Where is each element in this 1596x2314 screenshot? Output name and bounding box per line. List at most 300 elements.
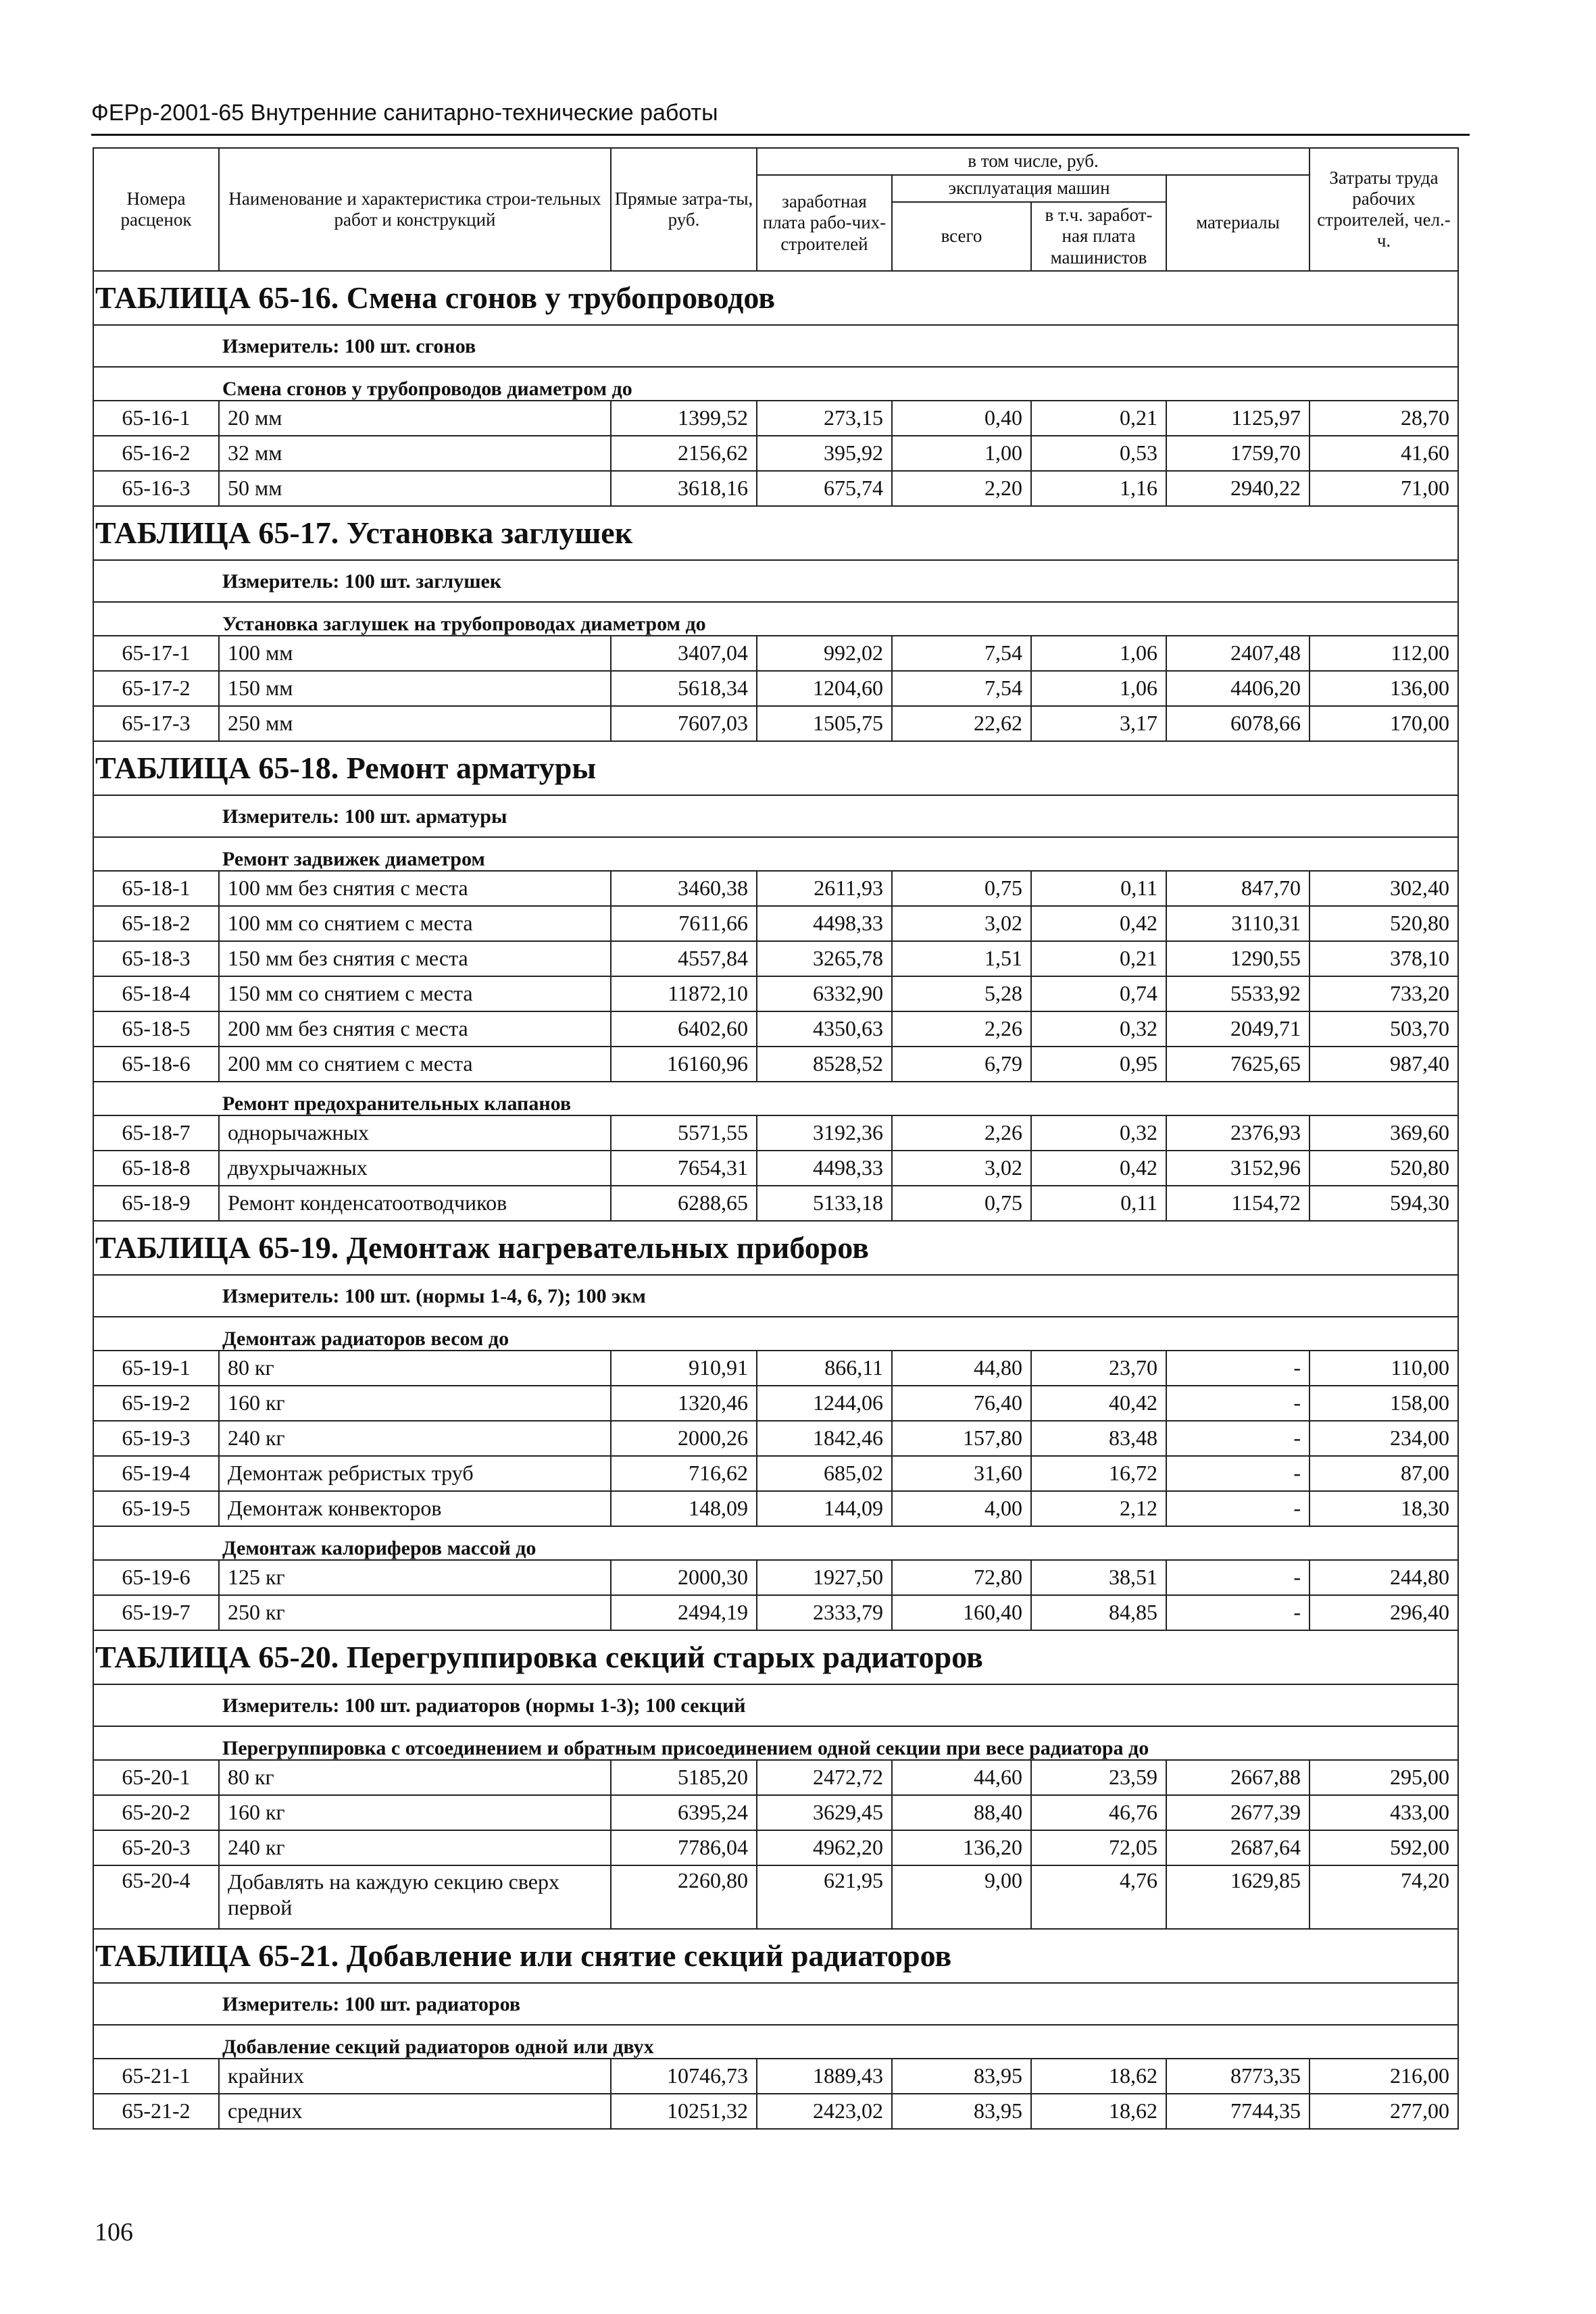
group-heading: Ремонт предохранительных клапанов [93, 1082, 1458, 1115]
machines-total: 160,40 [892, 1595, 1031, 1630]
rate-code: 65-19-7 [93, 1595, 219, 1630]
labor-hours: 369,60 [1310, 1115, 1458, 1151]
group-heading-row [93, 1082, 1458, 1115]
machinists-wages: 18,62 [1031, 2094, 1166, 2129]
measure-unit: Измеритель: 100 шт. заглушек [93, 560, 1458, 602]
table-row [93, 941, 1458, 976]
work-name: однорычажных [219, 1115, 611, 1151]
work-name: Демонтаж конвекторов [219, 1491, 611, 1526]
machines-total: 2,26 [892, 1115, 1031, 1151]
materials-cost: 5533,92 [1166, 976, 1310, 1011]
work-name: Добавлять на каждую секцию сверх первой [219, 1865, 611, 1929]
direct-costs: 1399,52 [611, 401, 757, 436]
machines-total: 0,75 [892, 871, 1031, 906]
table-row [93, 401, 1458, 436]
direct-costs: 2260,80 [611, 1865, 757, 1929]
machinists-wages: 46,76 [1031, 1795, 1166, 1830]
col-header-direct: Прямые затра-ты, руб. [611, 148, 757, 271]
materials-cost: 7744,35 [1166, 2094, 1310, 2129]
table-row [93, 1151, 1458, 1186]
table-row [93, 1795, 1458, 1830]
machines-total: 22,62 [892, 706, 1031, 741]
materials-cost: 1629,85 [1166, 1865, 1310, 1929]
machinists-wages: 72,05 [1031, 1830, 1166, 1865]
workers-wages: 2611,93 [757, 871, 892, 906]
machines-total: 157,80 [892, 1421, 1031, 1456]
machines-total: 83,95 [892, 2094, 1031, 2129]
direct-costs: 3460,38 [611, 871, 757, 906]
workers-wages: 992,02 [757, 636, 892, 671]
table-title-row [93, 1221, 1458, 1275]
labor-hours: 520,80 [1310, 906, 1458, 941]
col-header-machines: эксплуатация машин [892, 175, 1166, 202]
machines-total: 2,20 [892, 471, 1031, 506]
labor-hours: 520,80 [1310, 1151, 1458, 1186]
work-name: 50 мм [219, 471, 611, 506]
table-row [93, 471, 1458, 506]
rates-table [93, 147, 1459, 2130]
table-row [93, 1595, 1458, 1630]
labor-hours: 112,00 [1310, 636, 1458, 671]
workers-wages: 1204,60 [757, 671, 892, 706]
group-heading: Ремонт задвижек диаметром [93, 837, 1458, 871]
group-heading-row [93, 837, 1458, 871]
direct-costs: 2000,30 [611, 1560, 757, 1595]
labor-hours: 87,00 [1310, 1456, 1458, 1491]
rate-code: 65-21-1 [93, 2059, 219, 2094]
machinists-wages: 1,16 [1031, 471, 1166, 506]
direct-costs: 2494,19 [611, 1595, 757, 1630]
machinists-wages: 0,42 [1031, 906, 1166, 941]
machinists-wages: 0,95 [1031, 1047, 1166, 1082]
rate-code: 65-18-7 [93, 1115, 219, 1151]
machines-total: 44,60 [892, 1760, 1031, 1795]
group-heading: Перегруппировка с отсоединением и обратным присоединением одной секции при весе радиатора до [93, 1726, 1458, 1760]
table-title: ТАБЛИЦА 65-17. Установка заглушек [93, 506, 1458, 560]
table-row [93, 2094, 1458, 2129]
machinists-wages: 3,17 [1031, 706, 1166, 741]
labor-hours: 18,30 [1310, 1491, 1458, 1526]
direct-costs: 2156,62 [611, 436, 757, 471]
materials-cost: 847,70 [1166, 871, 1310, 906]
labor-hours: 244,80 [1310, 1560, 1458, 1595]
direct-costs: 16160,96 [611, 1047, 757, 1082]
page-number: 106 [95, 2218, 133, 2246]
work-name: Демонтаж ребристых труб [219, 1456, 611, 1491]
direct-costs: 10251,32 [611, 2094, 757, 2129]
work-name: двухрычажных [219, 1151, 611, 1186]
labor-hours: 433,00 [1310, 1795, 1458, 1830]
running-head: ФЕРр-2001-65 Внутренние санитарно-технические работы [91, 100, 718, 126]
labor-hours: 296,40 [1310, 1595, 1458, 1630]
work-name: 200 мм со снятием с места [219, 1047, 611, 1082]
direct-costs: 11872,10 [611, 976, 757, 1011]
rate-code: 65-16-3 [93, 471, 219, 506]
table-title: ТАБЛИЦА 65-18. Ремонт арматуры [93, 741, 1458, 795]
table-row [93, 1560, 1458, 1595]
rate-code: 65-18-1 [93, 871, 219, 906]
table-row [93, 976, 1458, 1011]
direct-costs: 2000,26 [611, 1421, 757, 1456]
materials-cost: 3152,96 [1166, 1151, 1310, 1186]
machines-total: 136,20 [892, 1830, 1031, 1865]
materials-cost: 6078,66 [1166, 706, 1310, 741]
machines-total: 5,28 [892, 976, 1031, 1011]
table-row [93, 1386, 1458, 1421]
rate-code: 65-21-2 [93, 2094, 219, 2129]
workers-wages: 4498,33 [757, 906, 892, 941]
materials-cost: 2049,71 [1166, 1011, 1310, 1047]
table-title: ТАБЛИЦА 65-20. Перегруппировка секций старых радиаторов [93, 1630, 1458, 1684]
machines-total: 1,51 [892, 941, 1031, 976]
materials-cost: - [1166, 1560, 1310, 1595]
labor-hours: 41,60 [1310, 436, 1458, 471]
materials-cost: 1290,55 [1166, 941, 1310, 976]
materials-cost: - [1166, 1386, 1310, 1421]
materials-cost: 4406,20 [1166, 671, 1310, 706]
rate-code: 65-18-6 [93, 1047, 219, 1082]
work-name: 160 кг [219, 1795, 611, 1830]
col-header-code: Номера расценок [93, 148, 219, 271]
work-name: 20 мм [219, 401, 611, 436]
materials-cost: 2376,93 [1166, 1115, 1310, 1151]
workers-wages: 675,74 [757, 471, 892, 506]
machinists-wages: 0,21 [1031, 941, 1166, 976]
rate-code: 65-20-3 [93, 1830, 219, 1865]
col-header-materials: материалы [1166, 175, 1310, 271]
direct-costs: 6288,65 [611, 1186, 757, 1221]
labor-hours: 302,40 [1310, 871, 1458, 906]
group-heading-row [93, 1726, 1458, 1760]
col-header-machines-wages: в т.ч. заработ-ная плата машинистов [1031, 202, 1166, 271]
work-name: 200 мм без снятия с места [219, 1011, 611, 1047]
machinists-wages: 0,11 [1031, 871, 1166, 906]
work-name: 100 мм со снятием с места [219, 906, 611, 941]
machinists-wages: 18,62 [1031, 2059, 1166, 2094]
work-name: 250 кг [219, 1595, 611, 1630]
workers-wages: 144,09 [757, 1491, 892, 1526]
labor-hours: 594,30 [1310, 1186, 1458, 1221]
table-row [93, 1421, 1458, 1456]
group-heading-row [93, 1526, 1458, 1560]
machines-total: 7,54 [892, 636, 1031, 671]
machines-total: 88,40 [892, 1795, 1031, 1830]
rate-code: 65-16-1 [93, 401, 219, 436]
rate-code: 65-19-1 [93, 1351, 219, 1386]
table-title: ТАБЛИЦА 65-16. Смена сгонов у трубопроводов [93, 271, 1458, 325]
work-name: 150 мм [219, 671, 611, 706]
labor-hours: 110,00 [1310, 1351, 1458, 1386]
column-header-row-1 [93, 148, 1458, 175]
workers-wages: 3265,78 [757, 941, 892, 976]
labor-hours: 592,00 [1310, 1830, 1458, 1865]
direct-costs: 6395,24 [611, 1795, 757, 1830]
rate-code: 65-17-2 [93, 671, 219, 706]
direct-costs: 3407,04 [611, 636, 757, 671]
work-name: 32 мм [219, 436, 611, 471]
rate-code: 65-18-8 [93, 1151, 219, 1186]
table-title-row [93, 1630, 1458, 1684]
machines-total: 9,00 [892, 1865, 1031, 1929]
machinists-wages: 0,32 [1031, 1115, 1166, 1151]
machinists-wages: 84,85 [1031, 1595, 1166, 1630]
labor-hours: 733,20 [1310, 976, 1458, 1011]
materials-cost: - [1166, 1595, 1310, 1630]
direct-costs: 5185,20 [611, 1760, 757, 1795]
direct-costs: 10746,73 [611, 2059, 757, 2094]
rate-code: 65-20-2 [93, 1795, 219, 1830]
group-heading-row [93, 367, 1458, 401]
materials-cost: 1759,70 [1166, 436, 1310, 471]
rate-code: 65-18-2 [93, 906, 219, 941]
machinists-wages: 0,11 [1031, 1186, 1166, 1221]
labor-hours: 295,00 [1310, 1760, 1458, 1795]
work-name: средних [219, 2094, 611, 2129]
table-row [93, 906, 1458, 941]
workers-wages: 621,95 [757, 1865, 892, 1929]
table-row [93, 1047, 1458, 1082]
direct-costs: 3618,16 [611, 471, 757, 506]
measure-unit: Измеритель: 100 шт. радиаторов [93, 1983, 1458, 2025]
materials-cost: 2940,22 [1166, 471, 1310, 506]
table-row [93, 1491, 1458, 1526]
materials-cost: 3110,31 [1166, 906, 1310, 941]
rate-code: 65-17-1 [93, 636, 219, 671]
header-rule [91, 134, 1470, 136]
workers-wages: 395,92 [757, 436, 892, 471]
work-name: 100 мм без снятия с места [219, 871, 611, 906]
table-row [93, 1830, 1458, 1865]
direct-costs: 7786,04 [611, 1830, 757, 1865]
materials-cost: 7625,65 [1166, 1047, 1310, 1082]
work-name: 80 кг [219, 1760, 611, 1795]
table-row [93, 1186, 1458, 1221]
direct-costs: 7607,03 [611, 706, 757, 741]
machinists-wages: 0,53 [1031, 436, 1166, 471]
machines-total: 44,80 [892, 1351, 1031, 1386]
machinists-wages: 2,12 [1031, 1491, 1166, 1526]
rates-document [93, 147, 1457, 2130]
direct-costs: 148,09 [611, 1491, 757, 1526]
materials-cost: 1125,97 [1166, 401, 1310, 436]
labor-hours: 277,00 [1310, 2094, 1458, 2129]
direct-costs: 716,62 [611, 1456, 757, 1491]
machines-total: 83,95 [892, 2059, 1031, 2094]
rate-code: 65-18-9 [93, 1186, 219, 1221]
rate-code: 65-19-5 [93, 1491, 219, 1526]
table-title: ТАБЛИЦА 65-21. Добавление или снятие секций радиаторов [93, 1929, 1458, 1983]
materials-cost: - [1166, 1351, 1310, 1386]
table-row [93, 1011, 1458, 1047]
machinists-wages: 0,21 [1031, 401, 1166, 436]
measure-unit: Измеритель: 100 шт. сгонов [93, 325, 1458, 367]
group-heading-row [93, 602, 1458, 636]
rate-code: 65-19-4 [93, 1456, 219, 1491]
materials-cost: 2407,48 [1166, 636, 1310, 671]
workers-wages: 1842,46 [757, 1421, 892, 1456]
workers-wages: 1889,43 [757, 2059, 892, 2094]
workers-wages: 5133,18 [757, 1186, 892, 1221]
work-name: Ремонт конденсатоотводчиков [219, 1186, 611, 1221]
rate-code: 65-18-5 [93, 1011, 219, 1047]
rate-code: 65-17-3 [93, 706, 219, 741]
measure-row [93, 1684, 1458, 1726]
measure-unit: Измеритель: 100 шт. (нормы 1-4, 6, 7); 100 экм [93, 1275, 1458, 1317]
rate-code: 65-19-2 [93, 1386, 219, 1421]
labor-hours: 28,70 [1310, 401, 1458, 436]
machines-total: 0,40 [892, 401, 1031, 436]
group-heading-row [93, 1317, 1458, 1351]
table-row [93, 636, 1458, 671]
table-row [93, 1760, 1458, 1795]
workers-wages: 273,15 [757, 401, 892, 436]
workers-wages: 2423,02 [757, 2094, 892, 2129]
direct-costs: 5618,34 [611, 671, 757, 706]
workers-wages: 4498,33 [757, 1151, 892, 1186]
col-header-machines-total: всего [892, 202, 1031, 271]
labor-hours: 71,00 [1310, 471, 1458, 506]
group-heading: Демонтаж радиаторов весом до [93, 1317, 1458, 1351]
direct-costs: 7611,66 [611, 906, 757, 941]
table-row [93, 671, 1458, 706]
table-row [93, 706, 1458, 741]
table-title: ТАБЛИЦА 65-19. Демонтаж нагревательных приборов [93, 1221, 1458, 1275]
materials-cost: - [1166, 1491, 1310, 1526]
machines-total: 7,54 [892, 671, 1031, 706]
machinists-wages: 1,06 [1031, 671, 1166, 706]
materials-cost: 2667,88 [1166, 1760, 1310, 1795]
measure-row [93, 795, 1458, 837]
machinists-wages: 1,06 [1031, 636, 1166, 671]
table-row [93, 1115, 1458, 1151]
machinists-wages: 23,70 [1031, 1351, 1166, 1386]
labor-hours: 158,00 [1310, 1386, 1458, 1421]
workers-wages: 4962,20 [757, 1830, 892, 1865]
rate-code: 65-16-2 [93, 436, 219, 471]
rate-code: 65-19-6 [93, 1560, 219, 1595]
group-heading: Установка заглушек на трубопроводах диаметром до [93, 602, 1458, 636]
materials-cost: 2687,64 [1166, 1830, 1310, 1865]
machines-total: 1,00 [892, 436, 1031, 471]
labor-hours: 216,00 [1310, 2059, 1458, 2094]
work-name: 80 кг [219, 1351, 611, 1386]
machines-total: 76,40 [892, 1386, 1031, 1421]
materials-cost: 8773,35 [1166, 2059, 1310, 2094]
table-title-row [93, 506, 1458, 560]
table-row [93, 1865, 1458, 1929]
machinists-wages: 40,42 [1031, 1386, 1166, 1421]
workers-wages: 4350,63 [757, 1011, 892, 1047]
table-title-row [93, 271, 1458, 325]
workers-wages: 685,02 [757, 1456, 892, 1491]
machinists-wages: 38,51 [1031, 1560, 1166, 1595]
measure-row [93, 1983, 1458, 2025]
measure-unit: Измеритель: 100 шт. радиаторов (нормы 1-3); 100 секций [93, 1684, 1458, 1726]
machines-total: 3,02 [892, 906, 1031, 941]
machines-total: 3,02 [892, 1151, 1031, 1186]
measure-row [93, 560, 1458, 602]
machinists-wages: 4,76 [1031, 1865, 1166, 1929]
table-row [93, 1351, 1458, 1386]
rate-code: 65-19-3 [93, 1421, 219, 1456]
work-name: 160 кг [219, 1386, 611, 1421]
labor-hours: 987,40 [1310, 1047, 1458, 1082]
machinists-wages: 0,32 [1031, 1011, 1166, 1047]
work-name: 150 мм без снятия с места [219, 941, 611, 976]
machines-total: 4,00 [892, 1491, 1031, 1526]
direct-costs: 910,91 [611, 1351, 757, 1386]
table-row [93, 2059, 1458, 2094]
materials-cost: 1154,72 [1166, 1186, 1310, 1221]
measure-row [93, 1275, 1458, 1317]
work-name: 125 кг [219, 1560, 611, 1595]
labor-hours: 503,70 [1310, 1011, 1458, 1047]
table-body [93, 148, 1458, 2129]
direct-costs: 5571,55 [611, 1115, 757, 1151]
materials-cost: 2677,39 [1166, 1795, 1310, 1830]
col-header-wages: заработная плата рабо-чих-строителей [757, 175, 892, 271]
workers-wages: 3629,45 [757, 1795, 892, 1830]
table-row [93, 1456, 1458, 1491]
table-title-row [93, 741, 1458, 795]
labor-hours: 136,00 [1310, 671, 1458, 706]
col-header-labor: Затраты труда рабочих строителей, чел.-ч. [1310, 148, 1458, 271]
machinists-wages: 0,74 [1031, 976, 1166, 1011]
direct-costs: 7654,31 [611, 1151, 757, 1186]
machinists-wages: 16,72 [1031, 1456, 1166, 1491]
workers-wages: 1927,50 [757, 1560, 892, 1595]
group-heading-row [93, 2025, 1458, 2059]
col-header-name: Наименование и характеристика строи-тельных работ и конструкций [219, 148, 611, 271]
machinists-wages: 0,42 [1031, 1151, 1166, 1186]
materials-cost: - [1166, 1456, 1310, 1491]
direct-costs: 1320,46 [611, 1386, 757, 1421]
workers-wages: 8528,52 [757, 1047, 892, 1082]
table-row [93, 436, 1458, 471]
machines-total: 0,75 [892, 1186, 1031, 1221]
direct-costs: 6402,60 [611, 1011, 757, 1047]
materials-cost: - [1166, 1421, 1310, 1456]
machines-total: 2,26 [892, 1011, 1031, 1047]
rate-code: 65-18-4 [93, 976, 219, 1011]
rate-code: 65-20-1 [93, 1760, 219, 1795]
workers-wages: 2333,79 [757, 1595, 892, 1630]
table-row [93, 871, 1458, 906]
workers-wages: 6332,90 [757, 976, 892, 1011]
direct-costs: 4557,84 [611, 941, 757, 976]
work-name: 250 мм [219, 706, 611, 741]
measure-row [93, 325, 1458, 367]
rate-code: 65-20-4 [93, 1865, 219, 1929]
group-heading: Демонтаж калориферов массой до [93, 1526, 1458, 1560]
workers-wages: 1505,75 [757, 706, 892, 741]
work-name: крайних [219, 2059, 611, 2094]
machines-total: 72,80 [892, 1560, 1031, 1595]
col-header-incl: в том числе, руб. [757, 148, 1310, 175]
table-title-row [93, 1929, 1458, 1983]
machinists-wages: 23,59 [1031, 1760, 1166, 1795]
work-name: 100 мм [219, 636, 611, 671]
labor-hours: 378,10 [1310, 941, 1458, 976]
workers-wages: 2472,72 [757, 1760, 892, 1795]
work-name: 150 мм со снятием с места [219, 976, 611, 1011]
machinists-wages: 83,48 [1031, 1421, 1166, 1456]
workers-wages: 3192,36 [757, 1115, 892, 1151]
group-heading: Смена сгонов у трубопроводов диаметром до [93, 367, 1458, 401]
labor-hours: 234,00 [1310, 1421, 1458, 1456]
workers-wages: 866,11 [757, 1351, 892, 1386]
measure-unit: Измеритель: 100 шт. арматуры [93, 795, 1458, 837]
